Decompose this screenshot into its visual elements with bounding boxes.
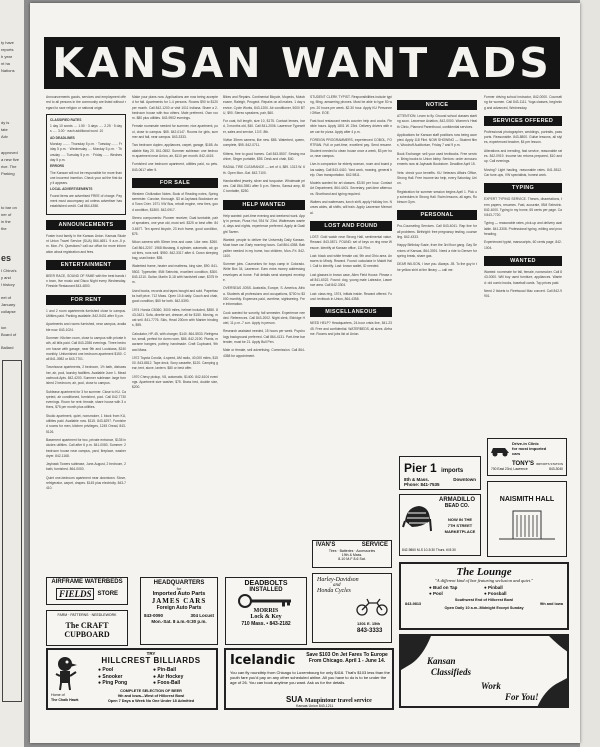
billiards-try: TRY [146, 651, 156, 656]
fields-logo: FIELDS [56, 588, 95, 600]
pier1-imports-ad [399, 456, 481, 490]
key-icon [236, 594, 296, 608]
masthead [44, 37, 560, 89]
section-header-services-offered: SERVICES OFFERED [484, 116, 562, 126]
armadillo-icon [402, 501, 432, 535]
lock-and-key: Lock & Key [250, 614, 282, 620]
classified-rates-box: CLASSIFIED RATES 1 day 10 words .... 1.50 · 3 days ..... 2.25 · 5 days ..... 3.00 · each additional word .10 AD DEADLINES Monday ........ Thursday 5 p.m. · Tuesday ....... Friday 5 p.m. · Wednesday .... Monday 5 p.m. · Thursday ..... Tuesday 5 p.m. · Friday ...... Wednesday 5 p.m. ERRORS The Kansan will not be responsible for more than one incorrect insertion. Check your ad the first day it appears. LOCAL ADVERTISEMENTS Found items are advertised FREE of charge. Payment must accompany ad unless advertiser has established credit. Call 864-4358. [46, 114, 126, 215]
section-header-announcements: ANNOUNCEMENTS [46, 220, 126, 230]
icelandic-body: You can fly roundtrip from Chicago to Luxembourg for only $416. That's $103 less than the youth fare you'd pay on any other scheduled airline. All you have to do is to be under the age of 26. You can book anytime you want. Ask us for the details. [230, 670, 390, 685]
lounge-item-2: ● Pinball [484, 584, 503, 590]
honda-cycles: Honda Cycles [317, 588, 351, 594]
motorcycle-icon [355, 596, 389, 616]
lounge-phone: 843-9813 [405, 601, 422, 606]
armadillo-bead-co: BEAD CO. [444, 503, 470, 509]
classifieds-line2: Classifieds [431, 667, 472, 677]
armadillo-now: NOW IN THE [448, 517, 472, 522]
armadillo-footer: 842-9860 M-S 10-5:30 Thurs. til 8:30 [402, 548, 456, 552]
icelandic-footer: Kansas Union 843-1211 [296, 704, 334, 708]
armadillo-title: ARMADILLO [439, 497, 475, 503]
pier1-logo: Pier 1 [404, 461, 437, 475]
sua-logo: SUA [286, 695, 303, 704]
craft-cupboard-title: The CRAFT CUPBOARD [64, 621, 110, 639]
billiards-item-6: ● Foos-Ball [153, 680, 181, 686]
ivans-hours: 8-10 M-F 8-6 Sat. [338, 557, 366, 561]
kansan-classifieds-ad [399, 634, 569, 708]
ivans-detail: Tires · Batteries · Accessories [328, 549, 376, 553]
chalk-hawk-mascot-icon [51, 654, 79, 692]
pier1-phone: Phone: 841-7535 [404, 482, 440, 487]
billiards-beer: COMPLETE SELECTION OF BEER [120, 689, 182, 693]
section-header-for-rent: FOR RENT [46, 295, 126, 305]
armadillo-marketplace: MARKETPLACE [444, 529, 476, 534]
tonys-sub: IMPORTS STATION [535, 462, 563, 466]
section-header-miscellaneous: MISCELLANEOUS [310, 307, 392, 317]
billiards-item-2: ● Pin-Ball [153, 667, 177, 673]
section-header-entertainment: ENTERTAINMENT [46, 260, 126, 270]
naismith-title: NAISMITH HALL [499, 496, 555, 503]
airframe-waterbeds-ad [46, 577, 128, 605]
tonys-line2: for most imported [512, 446, 547, 451]
maupintour-label: Maupintour travel service [304, 698, 372, 704]
pier1-downtown: Downtown [453, 477, 476, 482]
hq-foreign: Foreign Auto Parts [156, 605, 202, 611]
column-4: STUDENT CLERK TYPIST. Responsibilities include typing, filing, answering phones. Must be able to type 50 wpm. 20 hours per week. $2.30 hour. Apply KU Personnel Office. EOE. Fast food restaurant needs counter help and cooks. Flexible hours. Apply 1801 W. 23rd. Delivery drivers with own car for pizza. Apply after 4 p.m. FOREIGN PROGRAMMERS, experienced COBOL, FORTRAN. Full or part-time, excellent pay. Send resume. Student needed to clean house once a week, $3 per hour, near campus. Live-in companion for elderly woman, room and board plus salary. Call 843-4410. Yard work, mowing, general help. Own transportation. 842-9811. Models wanted for art classes. $3.50 per hour. Contact Art Department, 864-4401. Secretary, part-time afternoons. Shorthand and typing required. Waiters and waitresses, lunch shift, apply Holiday Inn. Nurses aides, all shifts, will train. Apply Lawrence Memorial. LOST AND FOUND LOST: Gold watch near Strong Hall, sentimental value. Reward. 843-0871. FOUND: set of keys on ring near Wescoe. Identify at Kansan office, 111 Flint. Lost: black and white female cat, 9th and Ohio area. Answers to Mindy. Reward. Found: calculator in Malott Hall. Call to identify. Lost: brown wallet, ID needed. Lost glasses in brown case, Allen Field House. Please call 841-6022. Found: dog, young male Labrador, Lawrence area. Call 842-3304. Lost: class ring, 1974, initials inside. Reward offered. Found: textbook in Union, 864-4358. MISCELLANEOUS NEED HELP? Headquarters, 24-hour crisis line, 841-2345. Free and confidential. WATERBEDS, all sizes. Airframe. Rooms and jobs list at Union. [310, 95, 392, 336]
classifieds-line4: For You! [505, 692, 539, 702]
billiards-chalk-hawk: The Chalk Hawk [51, 697, 79, 702]
hq-title: HEADQUARTERS [153, 580, 205, 586]
column-2: Make your plans now. Applications are now being accepted for fall. Apartments for 1-4 persons. Rooms $90 to $120 per month. Call 842-1200 or visit 1011 Indiana. Share a 2-bedroom house with two others. Male preferred. Own room. $80 plus utilities. 843-9902 evenings. Female roommate needed for summer, nice apartment, pool, close to campus. $65. 842-0147. Rooms for girls, summer and fall, near campus. 843-3333. Two bedroom duplex, appliances, carpet, garage, $185. Available May 20. 841-0552. Summer sublease: one bedroom apartment near Union, air, $110 per month. 842-4415. Furnished one bedroom apartment, utilities paid, no pets. 843-0617 after 5. FOR SALE Western Civilization Notes. Book of Reading notes, Spring semester. Concise, thorough. $3 at Jayhawk Bookstore and Town Crier. 1971 VW Bus, rebuilt engine, new tires, good condition, $1800. 842-0917. Stereo components: Pioneer receiver, Dual turntable, pair of speakers, one year old, must sell. $325 or best offer. 843-6677. Ten speed bicycle, 23 inch frame, good condition, $75. Nikon camera with 50mm lens and case. Like new. $260. Call 864-2207. 1968 Mustang, 6 cylinder, automatic, air, good tires, runs well. $950. 842-3317 after 6. Down sleeping bag, used twice. $55. Waterbed frame, heater and mattress, king size, $90. 841-5502. Typewriter, IBM Selectric, excellent condition, $300. 843-1210. Guitar, Martin D-18 with hardshell case, $375 firm. Used books, records and tapes bought and sold. Paperbacks half price. 712 Mass. Open 10-6 daily. Couch and chair, good condition, $60 for both. 842-5390. 1974 Honda CB360, 3000 miles, helmet included, $850. 843-0421. Sofa, dinette set, dresser, all for $150. Moving, must sell. 841-7776. Skis, Head 200cm with Marker bindings, $95. Calculator, HP-45, with charger, $140. 864-5533. Refrigerator, small, perfect for dorm room, $65. 842-2190. Plants, macrame hangers, pottery, handmade. Craft Cupboard, 9th and Mass. 1972 Toyota Corolla, 4-speed, AM radio, 40,000 miles, $1500. 843-8812. Tape deck, Sony cassette, $120. Camping gear, tent, stove, lantern. $80 or best offer. 1970 Chevy pickup, V8, automatic, $1400. 842-6104 evenings. Apartment size washer, $75. Brass bed, double size, $200. [132, 95, 218, 390]
harley-davidson-ad [312, 573, 392, 643]
lounge-item-4: ● Foosball [484, 590, 507, 596]
the-lounge-ad [399, 562, 569, 630]
billiards-item-3: ● Snooker [98, 673, 123, 680]
page-edge [580, 0, 600, 747]
harley-and: and [333, 583, 341, 588]
lounge-title: The Lounge [456, 566, 512, 578]
harley-phone: 843-3333 [357, 628, 383, 634]
section-header-for-sale: FOR SALE [132, 178, 218, 188]
billiards-title: HILLCREST BILLIARDS [101, 656, 201, 665]
tonys-phone: 843-3040 [549, 467, 563, 471]
armadillo-street: 7TH STREET [447, 523, 473, 528]
ivans-service-ad [312, 540, 392, 568]
column-3: Bikes and Repairs. Continental Bicycle, Mopeds, Motobecane, Raleigh, Peugeot. Repairs on all makes. 1 day service. Cycle Works, 843-1200. Air conditioner, 5000 BTU, $90. Stereo speakers, pair, $60. Fur coat, full length, size 10, $175. Contact lenses, hard, 3 months old, $40. Call 841-2006. Lawrence Typewriter, sales and service, 13 E. 8th. Vivitar 35mm camera, like new. $85. Waterbed, queen, complete, $95. 842-0711. Kittens, free to good homes. Call 843-5507. Sewing machine, Singer portable, $55. Desk and chair, $40. RADIAL TIRE CLEARANCE — set of 4, $89. 1313 W. 6th. Open Mon.-Sat. 842-7100. Handcrafted jewelry, silver and turquoise. Wholesale prices. Call 864-3981 after 5 p.m. Stereo, Sansui amp, BIC turntable, $250. HELP WANTED Help wanted: part-time evening and weekend work. Apply in person, Pizza Hut, 934 W. 23rd. Waitresses wanted, days and nights, experience preferred. Apply at Gaslight Tavern. Wanted: people to deliver the University Daily Kansan. Must have car. Early morning hours. Call 864-4358. Babysitter needed in my home, two children, Mon.-Fri. 842-1100. Summer jobs. Counselors for boys camp in Colorado. Write Box 34, Lawrence. Earn extra money addressing envelopes at home. Full details send stamped envelope. OVERSEAS JOBS. Australia, Europe, S. America, Africa. Students all professions and occupations, $700 to $3000 monthly. Expenses paid, overtime, sightseeing. Free information. Cook wanted for sorority, fall semester. Experience needed. References. Call 843-2002. Night clerk, Eldridge Hotel, 11 p.m.-7 a.m. Apply in person. Research assistant needed, 15 hours per week. Psychology background preferred. Call 864-4131. Part-time bartender, must be 21. Apply Bull Pen. Male or female, sell advertising. Commission. Call 864-4358 for appointment. [223, 95, 305, 358]
classifieds-line1: Kansan [427, 656, 456, 666]
section-header-wanted: WANTED [484, 256, 562, 266]
airframe-title: AIRFRAME WATERBEDS [51, 579, 123, 585]
billiards-home-of: Home of [51, 693, 65, 697]
hands-illustration-icon [401, 636, 569, 708]
hq-brand: JAMES CARS [151, 597, 207, 605]
section-header-personal: PERSONAL [397, 210, 477, 220]
lounge-hours: Open Daily 10 a.m.-Midnight Except Sunday [444, 605, 524, 610]
pier1-imports: imports [441, 468, 464, 474]
icelandic-logo: Icelandic [230, 653, 296, 668]
column-5: NOTICE ATTENTION: Learn to fly. Ground school classes starting soon. Lawrence Aviation, 842-0000. Women's Health Clinic, Planned Parenthood, confidential services. Applications for Kansan staff positions now being accepted. Apply 118 Flint. NOW SHOWING — Student films, Woodruff Auditorium, Friday 7 and 9 p.m. Book Exchange: sell your used textbooks. Free service. Bring books to Union lobby. Seniors: order announcements now at Jayhawk Bookstore. Deadline April 15. Vets: check your benefits. KU Veterans Affairs Office, Strong Hall. Free income tax help, every Saturday, Union. Registration for summer session begins April 1. Pick up schedules in Strong Hall. Swim lessons, all ages, Robinson Gym. PERSONAL Pro-Counseling Services. Call 843-4041. Rap line for all problems. Birthright: free pregnancy testing, counseling. 842-4333. Happy Birthday Susie, from the 3rd floor gang. Gay Services of Kansas, 864-3091. Need a ride to Denver for spring break, share gas. DEAR WILSON, I love you. Always. JB. To the guy in the yellow shirt at the library — call me. [397, 102, 477, 272]
lounge-item-1: ● Bud on Tap [429, 584, 458, 590]
pier1-address: 8th & Mass. [404, 477, 430, 482]
tonys-line1: Drive-in Clinic [512, 441, 539, 446]
ivans-service: SERVICE [361, 542, 388, 548]
deadbolts-installed: INSTALLED [249, 587, 283, 593]
tonys-brand: TONY'S [511, 461, 534, 467]
airframe-store-label: STORE [97, 591, 119, 597]
adjacent-page-margin: ty have reports h year nt ha Nations dy is tate Adv approved a new five rice. The Parking to bar on ner of in the the es I China's y and l history eet of January collapse ion Board of Ballard [0, 0, 24, 747]
headquarters-auto-parts-ad [140, 577, 218, 645]
tonys-address: 700 East 23rd, Lawrence [491, 467, 528, 471]
tonys-imports-ad [487, 438, 567, 476]
armadillo-bead-ad [399, 494, 481, 556]
page-title: KANSAN WANT ADS [52, 39, 552, 87]
section-header-typing: TYPING [484, 183, 562, 193]
billiards-item-1: ● Pool [98, 667, 114, 673]
billiards-item-4: ● Air Hockey [153, 673, 184, 680]
hq-for: for [176, 586, 182, 591]
tonys-line3: cars [512, 451, 521, 456]
lounge-item-3: ● Pool [429, 590, 443, 596]
lounge-tagline: "A different kind of bar featuring seclusion and quiet." [434, 578, 534, 583]
icelandic-subheadline: From Chicago. April 1 - June 14. [308, 658, 386, 664]
ivans-title: IVAN'S [316, 542, 336, 548]
morris-brand: MORRIS [253, 608, 279, 614]
harley-title: Harley-Davidson [317, 577, 359, 583]
deadbolts-title: DEADBOLTS [244, 580, 288, 587]
craft-cupboard-ad [46, 610, 128, 646]
billiards-item-5: ● Ping Pong [98, 680, 128, 686]
hq-phone: 843-0090 [144, 613, 164, 618]
hq-address: 304 Locust [190, 613, 214, 618]
lounge-address: Southwest End of Hillcrest Bowl [454, 597, 514, 602]
billiards-hours: Open 7 Days a Week No One Under 18 Admitted [107, 699, 195, 703]
harley-address: 1301 E. 15th [357, 621, 381, 626]
deadbolts-address: 710 Mass. • 843-2182 [241, 621, 291, 627]
deadbolts-locksmith-ad [225, 577, 307, 645]
car-icon [489, 442, 511, 458]
billiards-address: 9th and Iowa—West of Hillcrest Bowl [117, 694, 185, 698]
lounge-location: 9th and Iowa [540, 601, 563, 606]
hq-hours: Mon.-Sat. 8 a.m.-5:30 p.m. [151, 619, 207, 624]
hq-subtitle: Imported Auto Parts [152, 591, 206, 597]
icelandic-airlines-ad [224, 648, 394, 710]
icelandic-headline: Save $103 On Jet Fares To Europe [306, 652, 388, 658]
section-header-help-wanted: HELP WANTED [223, 200, 305, 210]
column-6: Former driving school instructor, 842-0000. Counseling for women. Call 843-1111. Yoga classes, beginning and advanced, Wednesday. SERVICES OFFERED Professional photographer, weddings, portraits, passports. Reasonable. 843-8800. Guitar lessons, all styles, experienced teacher, $4 per lesson. Alterations and mending, fast service, reasonable rates. 842-0919. Income tax returns prepared, $10 and up. Call evenings. Moving? Light hauling, reasonable rates. 841-5512. Car tune-ups, VW specialists, honest work. TYPING EXPERT TYPING SERVICE. Theses, dissertations, term papers, resumes. Fast, accurate, IBM Selectric. 842-4000. Typing in my home, 65 cents per page. Call 843-7720. Typing — reasonable rates, pick-up and delivery available. 841-3308. Professional typing, editing and proofreading. Experienced typist, manuscripts, 60 cents page, 842-1004. WANTED Wanted: roommate for fall, female, nonsmoker. Call 843-0000. Will buy used furniture, appliances. Wanted: old comic books, baseball cards. Top prices paid. Need 2 tickets to Fleetwood Mac concert. Call 842-9901. [484, 95, 562, 299]
section-header-lost-and-found: LOST AND FOUND [310, 221, 392, 231]
section-header-notice: NOTICE [397, 100, 477, 110]
classifieds-line3: Work [481, 681, 501, 691]
craft-cupboard-tagline: FARM · PATTERNS · NEEDLEWORK [57, 613, 117, 617]
building-icon [497, 509, 557, 541]
hillcrest-billiards-ad [46, 648, 218, 710]
ivans-address: 19th & Mass. [341, 553, 363, 557]
column-1: Announcements goods, services and employment offered to all persons in the community are listed without regard to race religion or national origin. CLASSIFIED RATES 1 day 10 words .... 1.50 · 3 days ..... 2.25 · 5 days ..... 3.00 · each additional word .10 AD DEADLINES Monday ........ Thursday 5 p.m. · Tuesday ....... Friday 5 p.m. · Wednesday .... Monday 5 p.m. · Thursday ..... Tuesday 5 p.m. · Friday ...... Wednesday 5 p.m. ERRORS The Kansan will not be responsible for more than one incorrect insertion. Check your ad the first day it appears. LOCAL ADVERTISEMENTS Found items are advertised FREE of charge. Payment must accompany ad unless advertiser has established credit. Call 864-4358. ANNOUNCEMENTS Foster host family in the Kansas Union. Kansas Student Union Travel Service (SUA) 864-4651. 9 a.m.-5 p.m. Mon.-Fri. Questions? call our office for more information about registration and fees. ENTERTAINMENT BEER RACE, SOUND OF FAME with the best bands in town, live music and Disco Night every Wednesday. Fireside Restaurant 843-4800. FOR RENT 1 and 2 room apartments furnished close to campus. Utilities paid. Parking available. 842-5431 after 5 p.m. Apartments and rooms furnished, near campus, available now. 843-1024. Summer: Kitchen room, close to campus with private bath, all bills paid. Call 843-2286 evenings. Three bedroom house with garage, near 9th and Louisiana, $240 monthly. Unfurnished one bedroom apartment $150. Call 841-3982 or 843-7701. Townhouse apartments, 2 bedroom, 1½ bath, dishwasher, air, pool, laundry facilities. Available June 1. Meadowbrook Apts. 842-4200. Summer sublease: large furnished 2 bedroom, air, pool, close to campus. Sublease apartment for 3 for summer. Close to KU. Carpeted, air conditioned, furnished, pool. Call 842-7730 evenings. Room for rent: female, share house with 3 others, $75 per month plus utilities. Studio apartment, quiet, nonsmoker, 1 block from KU, utilities paid. Available now. $115. 843-6297. Furnished rooms for men, kitchen privileges, 1245 Oread, 843-5126. Basement apartment for two, private entrance, $135 includes utilities. Call after 6 p.m. 841-0083. Summer: 2 bedroom house near campus, yard, fireplace, washer dryer. 842-1168. Jayhawk Towers sublease, June-August, 2 bedroom, 2 bath, furnished. 864-0000. Quiet one-bedroom apartment near downtown. Stove, refrigerator, carpet, drapes. $145 plus electricity. 843-7410. [46, 95, 126, 491]
naismith-hall-ad [487, 481, 567, 557]
